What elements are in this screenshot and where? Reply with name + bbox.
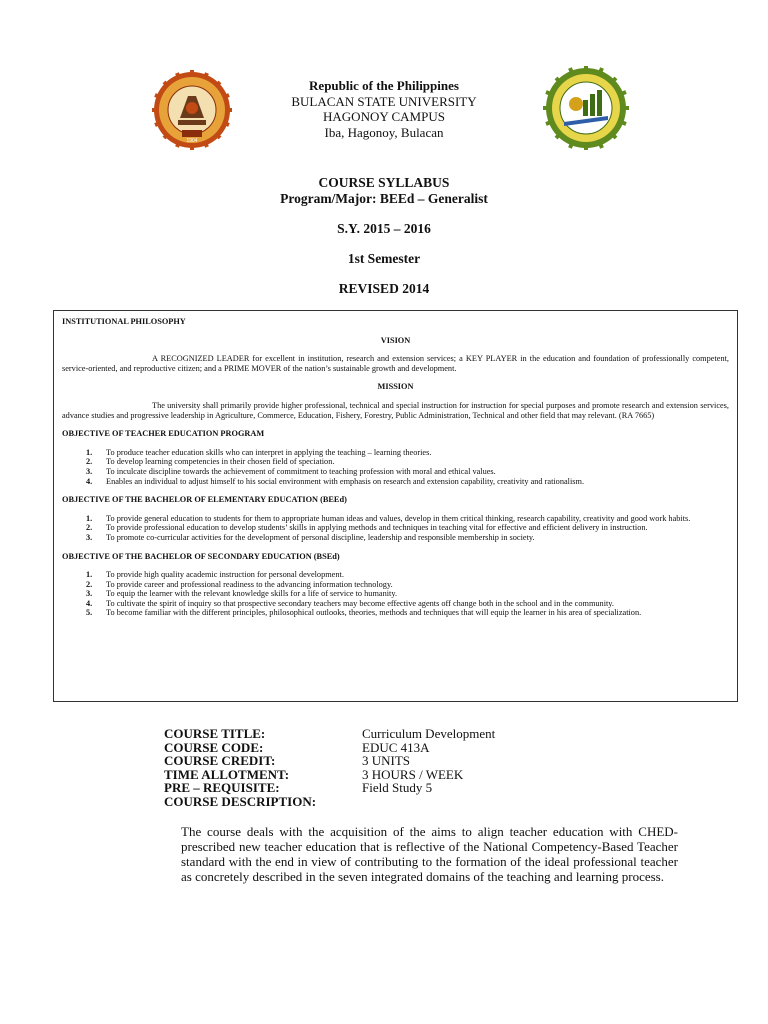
list-item: 1. To produce teacher education skills who can interpret in applying the teaching – learning theories.	[86, 447, 432, 457]
list-item: 1. To provide high quality academic instruction for personal development.	[86, 570, 344, 580]
prerequisite-row	[164, 781, 495, 795]
course-credit-label: COURSE CREDIT:	[164, 753, 276, 768]
list-item: 2. To provide professional education to develop students’ skills in applying methods and techniques in teaching vital for effective and efficient delivery in instruction.	[86, 523, 648, 533]
course-code-value: EDUC 413A	[362, 739, 430, 755]
left-logo-year: 1904	[186, 138, 198, 144]
mission-heading: MISSION	[377, 382, 414, 392]
prerequisite-label: PRE – REQUISITE:	[164, 780, 280, 795]
time-allotment-label: TIME ALLOTMENT:	[164, 766, 290, 782]
course-description-row	[164, 795, 495, 809]
beed-heading: OBJECTIVE OF THE BACHELOR OF ELEMENTARY EDUCATION (BEEd)	[62, 495, 347, 505]
course-description-text: The course deals with the acquisition of the aims to align teacher education with CHED-prescribed new teacher education that is reflective of the National Competency-Based Teacher standard with the end in view of contributing to the formation of the ideal professional teacher as concretely described in the seven integrated domains of the teaching and learning process.	[181, 824, 678, 884]
header-campus: HAGONOY CAMPUS	[323, 109, 445, 124]
course-title-label: COURSE TITLE:	[164, 726, 266, 741]
prerequisite-value: Field Study 5	[362, 780, 433, 795]
tep-list	[62, 448, 729, 486]
list-item: 3. To equip the learner with the relevant knowledge skills for a life of service to humanity.	[86, 589, 398, 599]
document-header	[0, 78, 768, 140]
header-republic: Republic of the Philippines	[309, 78, 459, 93]
course-credit-row	[164, 754, 495, 768]
program-major: Program/Major: BEEd – Generalist	[280, 191, 488, 206]
list-item: 5. To become familiar with the different principles, philosophical outlooks, theories, methods and techniques that will equip the learner in his area of specialization.	[86, 608, 642, 618]
list-item: 1. To provide general education to students for them to appropriate human ideas and values, develop in them critical thinking, research capability, creativity and good work habits.	[86, 513, 691, 523]
syllabus-title-block	[0, 175, 768, 207]
mission-text: The university shall primarily provide higher professional, technical and special instruction for instruction for special purposes and promote research and extension services, advance studies and progressive leadership in Agriculture, Commerce, Education, Fishery, Forestry, Public Administration, Technical and other field that may relevant. (RA 7665)	[62, 400, 729, 420]
revised-year: REVISED 2014	[338, 281, 430, 296]
course-info	[164, 727, 495, 808]
semester: 1st Semester	[347, 251, 421, 266]
list-item: 4. To cultivate the spirit of inquiry so that prospective secondary teachers may become effective agents off change both in the school and in the community.	[86, 598, 614, 608]
tep-heading: OBJECTIVE OF TEACHER EDUCATION PROGRAM	[62, 429, 265, 439]
beed-list	[62, 514, 729, 543]
time-allotment-row	[164, 768, 495, 782]
course-credit-value: 3 UNITS	[362, 753, 411, 768]
list-item: 3. To inculcate discipline towards the achievement of commitment to teaching profession with moral and ethical values.	[86, 466, 496, 476]
list-item: 2. To provide career and professional readiness to the advancing information technology.	[86, 579, 393, 589]
course-description-label: COURSE DESCRIPTION:	[164, 793, 317, 809]
vision-heading: VISION	[380, 335, 411, 345]
vision-text: A RECOGNIZED LEADER for excellent in institution, research and extension services; a KEY PLAYER in the education and foundation of professionally competent, service-oriented, and reproductive citizen; and a PRIME MOVER of the nation’s sustainable growth and development.	[62, 354, 729, 373]
school-year: S.Y. 2015 – 2016	[337, 221, 431, 236]
syllabus-title: COURSE SYLLABUS	[318, 175, 450, 190]
list-item: 4. Enables an individual to adjust himself to his social environment with emphasis on research and extension capability, creativity and rationalism.	[86, 476, 585, 486]
header-university: BULACAN STATE UNIVERSITY	[291, 93, 477, 109]
bsed-list	[62, 570, 729, 618]
bsed-heading: OBJECTIVE OF THE BACHELOR OF SECONDARY EDUCATION (BSEd)	[62, 551, 340, 561]
philosophy-heading: INSTITUTIONAL PHILOSOPHY	[62, 317, 186, 326]
course-code-row	[164, 741, 495, 755]
list-item: 2. To develop learning competencies in their chosen field of speciation.	[86, 457, 335, 467]
list-item: 3. To promote co-curricular activities for the development of personal discipline, leadership and responsible membership in society.	[86, 532, 535, 542]
header-address: Iba, Hagonoy, Bulacan	[324, 124, 444, 140]
course-title-row	[164, 727, 495, 741]
course-code-label: COURSE CODE:	[164, 739, 264, 755]
course-title-value: Curriculum Development	[362, 726, 496, 741]
time-allotment-value: 3 HOURS / WEEK	[362, 766, 464, 782]
institutional-box	[53, 310, 738, 702]
